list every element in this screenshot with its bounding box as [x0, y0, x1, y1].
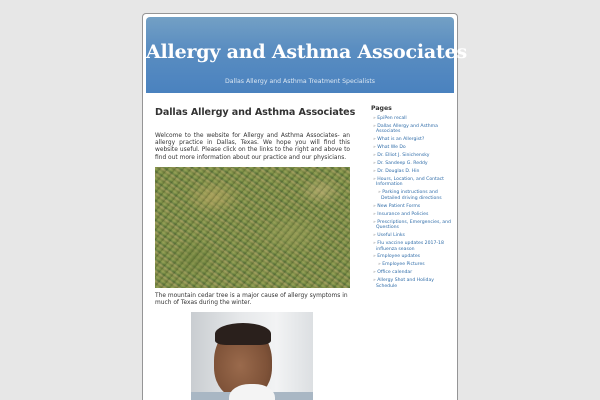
sneezing-man-image: [191, 312, 313, 400]
site-header: [146, 17, 467, 93]
sidebar-page-link[interactable]: [371, 190, 454, 201]
sidebar-page-link[interactable]: [371, 270, 454, 276]
bullet-icon: »: [373, 137, 376, 143]
bullet-icon: »: [378, 262, 381, 268]
bullet-icon: »: [373, 219, 376, 225]
bullet-icon: »: [373, 211, 376, 217]
bullet-icon: »: [373, 176, 376, 182]
sidebar-page-link[interactable]: [371, 124, 454, 135]
sidebar-page-label[interactable]: Hours, Location, and Contact Information: [376, 176, 444, 188]
sidebar-page-link[interactable]: [371, 254, 454, 260]
bullet-icon: »: [373, 116, 376, 121]
sidebar-page-link[interactable]: [371, 116, 454, 122]
sidebar-page-label[interactable]: Dr. Sandeep G. Reddy: [377, 161, 428, 167]
sidebar-page-link[interactable]: [371, 177, 454, 188]
sidebar-page-label[interactable]: Flu vaccine updates 2017-18 influenza season: [376, 240, 444, 252]
bullet-icon: »: [373, 123, 376, 129]
sidebar-page-link[interactable]: [371, 212, 454, 218]
bullet-icon: »: [373, 168, 376, 174]
mountain-cedar-tree-image: [155, 167, 350, 288]
bullet-icon: »: [373, 153, 376, 159]
site-description: Dallas Allergy and Asthma Treatment Specialists: [225, 78, 375, 85]
bullet-icon: »: [373, 240, 376, 246]
bullet-icon: »: [373, 145, 376, 151]
sidebar-page-label[interactable]: Employee updates: [377, 254, 421, 260]
sidebar-page-link[interactable]: [371, 204, 454, 210]
sidebar-page-label[interactable]: What is an Allergist?: [377, 137, 425, 143]
intro-paragraph: Welcome to the website for Allergy and Asthma Associates- an allergy practice in Dallas, Texas. We hope you will find this website useful. Please click on the links to the right and above to find out more information about our practice and our physicians.: [155, 133, 350, 161]
main-content: [155, 107, 356, 307]
bullet-icon: »: [373, 161, 376, 167]
pages-list: [371, 116, 454, 289]
tissue-shape: [229, 384, 275, 400]
sidebar-page-label[interactable]: Parking instructions and Detailed driving directions: [381, 190, 442, 201]
sidebar-page-link[interactable]: [371, 220, 454, 231]
bullet-icon: »: [373, 203, 376, 209]
sidebar-page-label[interactable]: What We Do: [377, 145, 406, 151]
sidebar-page-label[interactable]: Allergy Shot and Holiday Schedule: [376, 278, 434, 289]
sidebar-heading-pages: Pages: [371, 105, 392, 112]
bullet-icon: »: [373, 270, 376, 276]
sidebar-page-link[interactable]: [371, 262, 454, 268]
sidebar-page-link[interactable]: [371, 137, 454, 143]
sidebar-page-label[interactable]: Office calendar: [377, 270, 413, 276]
sidebar-page-label[interactable]: Useful Links: [377, 233, 405, 239]
sidebar-page-label[interactable]: EpiPen recall: [377, 116, 407, 121]
post-title: Dallas Allergy and Asthma Associates: [155, 107, 356, 118]
sidebar-page-link[interactable]: [371, 169, 454, 175]
man-hair-shape: [215, 323, 271, 345]
sidebar-page-label[interactable]: Prescriptions, Emergencies, and Questions: [376, 219, 451, 231]
sidebar-page-link[interactable]: [371, 233, 454, 239]
sidebar-page-link[interactable]: [371, 278, 454, 289]
bullet-icon: »: [373, 254, 376, 260]
sidebar-page-link[interactable]: [371, 145, 454, 151]
sidebar: [371, 105, 454, 292]
bullet-icon: »: [378, 190, 381, 196]
sidebar-page-label[interactable]: Dr. Elliot J. Sinichensky: [377, 153, 430, 159]
sidebar-page-label[interactable]: New Patient Forms: [377, 203, 421, 209]
bullet-icon: »: [373, 233, 376, 239]
image-caption: The mountain cedar tree is a major cause of allergy symptoms in much of Texas during the winter.: [155, 293, 348, 307]
sidebar-page-label[interactable]: Dr. Douglas D. Hin: [377, 168, 420, 174]
sidebar-page-label[interactable]: Insurance and Policies: [377, 211, 429, 217]
sidebar-page-link[interactable]: [371, 153, 454, 159]
sidebar-page-link[interactable]: [371, 241, 454, 252]
site-title[interactable]: Allergy and Asthma Associates: [146, 41, 467, 63]
sidebar-page-label[interactable]: Dallas Allergy and Asthma Associates: [376, 123, 438, 135]
bullet-icon: »: [373, 278, 376, 284]
sidebar-page-link[interactable]: [371, 161, 454, 167]
sidebar-page-label[interactable]: Employee Pictures: [382, 262, 425, 268]
